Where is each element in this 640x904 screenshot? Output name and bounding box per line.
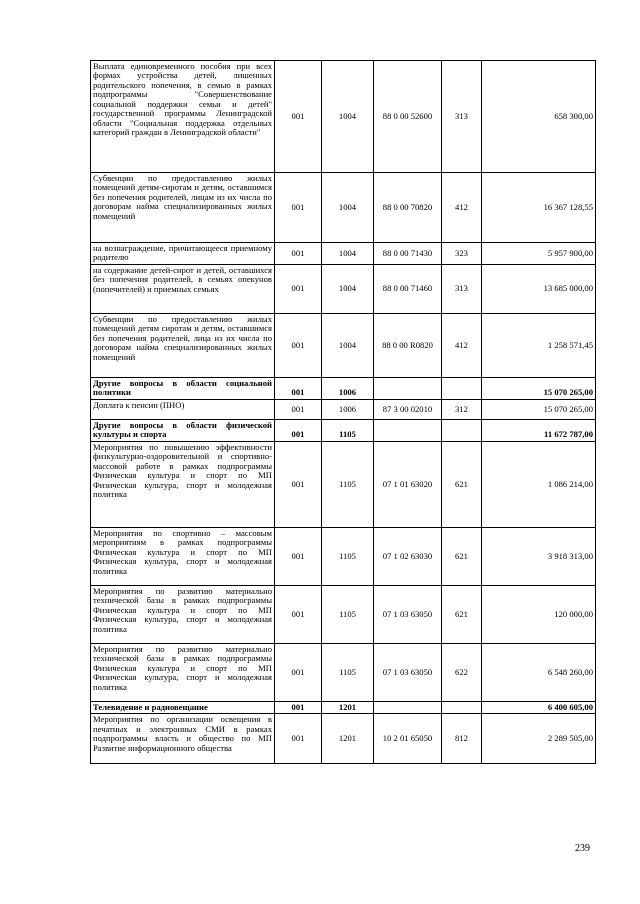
cell-grbs-code: 001 xyxy=(275,701,322,713)
section-total-row xyxy=(91,419,596,441)
cell-amount: 1 086 214,00 xyxy=(482,441,596,527)
cell-section-code: 1006 xyxy=(322,377,374,399)
cell-section-code: 1105 xyxy=(322,419,374,441)
cell-description: Субвенции по предоставлению жилых помещений детям сиротам и детям, оставшимся без попечения родителей, лица из их числа по договорам найма специализированных жилых помещений xyxy=(91,313,275,377)
cell-amount: 6 548 260,00 xyxy=(482,643,596,701)
cell-grbs-code: 001 xyxy=(275,527,322,585)
cell-amount: 1 258 571,45 xyxy=(482,313,596,377)
cell-grbs-code: 001 xyxy=(275,243,322,265)
cell-section-code: 1105 xyxy=(322,441,374,527)
cell-section-code: 1105 xyxy=(322,643,374,701)
cell-amount: 120 000,00 xyxy=(482,585,596,643)
table-body xyxy=(91,61,596,764)
section-total-row xyxy=(91,377,596,399)
cell-expense-type: 812 xyxy=(442,714,482,764)
cell-amount: 15 070 265,00 xyxy=(482,377,596,399)
cell-description: Мероприятия по спортивно – массовым мероприятиям в рамках подпрограммы Физическая культура и спорт по МП Физическая культура, спорт и молодежная политика xyxy=(91,527,275,585)
cell-grbs-code: 001 xyxy=(275,643,322,701)
cell-target-article: 87 3 00 02010 xyxy=(374,399,442,419)
cell-grbs-code: 001 xyxy=(275,714,322,764)
cell-target-article: 07 1 02 63030 xyxy=(374,527,442,585)
table-row xyxy=(91,441,596,527)
table-row xyxy=(91,243,596,265)
cell-target-article: 88 0 00 70820 xyxy=(374,173,442,243)
cell-grbs-code: 001 xyxy=(275,377,322,399)
cell-expense-type: 313 xyxy=(442,264,482,313)
cell-section-code: 1105 xyxy=(322,585,374,643)
cell-description: Телевидение и радиовещание xyxy=(91,701,275,713)
cell-target-article: 07 1 03 63050 xyxy=(374,585,442,643)
cell-description: Мероприятия по повышению эффективности физкультурно-оздоровительной и спортивно-массовой работе в рамках подпрограммы Физическая культура и спорт по МП Физическая культура, спорт и молодежная политика xyxy=(91,441,275,527)
cell-section-code: 1004 xyxy=(322,243,374,265)
cell-section-code: 1105 xyxy=(322,527,374,585)
cell-description: Мероприятия по организации освещения в печатных и электронных СМИ в рамках подпрограммы власть и общество по МП Развитие информационного общества xyxy=(91,714,275,764)
cell-amount: 658 300,00 xyxy=(482,61,596,173)
cell-description: Субвенции по предоставлению жилых помещений детям-сиротам и детям, оставшимся без попечения родителей, лицам из их числа по договорам найма специализированных жилых помещений xyxy=(91,173,275,243)
section-total-row xyxy=(91,701,596,713)
cell-amount: 15 070 265,00 xyxy=(482,399,596,419)
cell-description: Мероприятия по развитию материально технической базы в рамках подпрограммы Физическая культура и спорт по МП Физическая культура, спорт и молодежная политика xyxy=(91,585,275,643)
cell-grbs-code: 001 xyxy=(275,399,322,419)
cell-description: Другие вопросы в области физической культуры и спорта xyxy=(91,419,275,441)
cell-section-code: 1004 xyxy=(322,173,374,243)
cell-expense-type: 412 xyxy=(442,313,482,377)
cell-expense-type: 412 xyxy=(442,173,482,243)
table-row xyxy=(91,585,596,643)
cell-expense-type: 312 xyxy=(442,399,482,419)
page-number: 239 xyxy=(575,843,590,854)
cell-amount: 6 400 605,00 xyxy=(482,701,596,713)
cell-target-article xyxy=(374,701,442,713)
table-row xyxy=(91,173,596,243)
table-row xyxy=(91,643,596,701)
cell-grbs-code: 001 xyxy=(275,264,322,313)
cell-expense-type: 621 xyxy=(442,585,482,643)
table-row xyxy=(91,264,596,313)
cell-grbs-code: 001 xyxy=(275,585,322,643)
cell-expense-type: 621 xyxy=(442,527,482,585)
cell-grbs-code: 001 xyxy=(275,173,322,243)
table-row xyxy=(91,527,596,585)
cell-description: Другие вопросы в области социальной политики xyxy=(91,377,275,399)
cell-target-article: 88 0 00 71430 xyxy=(374,243,442,265)
cell-expense-type: 323 xyxy=(442,243,482,265)
cell-section-code: 1201 xyxy=(322,701,374,713)
cell-target-article: 10 2 01 65050 xyxy=(374,714,442,764)
cell-grbs-code: 001 xyxy=(275,61,322,173)
cell-description: Выплата единовременного пособия при всех формах устройства детей, лишенных родительского попечения, в семью в рамках подпрограммы "Совершенствование социальной поддержки семьи и детей" государственной программы Ленинградской области "Социальная поддержка отдельных категорий граждан в Ленинградской области" xyxy=(91,61,275,173)
cell-grbs-code: 001 xyxy=(275,313,322,377)
cell-description: Доплата к пенсии (ПНО) xyxy=(91,399,275,419)
cell-expense-type: 313 xyxy=(442,61,482,173)
cell-expense-type: 621 xyxy=(442,441,482,527)
cell-expense-type xyxy=(442,377,482,399)
cell-amount: 2 289 505,00 xyxy=(482,714,596,764)
cell-expense-type: 622 xyxy=(442,643,482,701)
cell-target-article: 88 0 00 71460 xyxy=(374,264,442,313)
cell-expense-type xyxy=(442,701,482,713)
cell-amount: 16 367 128,55 xyxy=(482,173,596,243)
table-row xyxy=(91,313,596,377)
cell-target-article: 07 1 03 63050 xyxy=(374,643,442,701)
cell-target-article: 88 0 00 52600 xyxy=(374,61,442,173)
cell-amount: 5 957 900,00 xyxy=(482,243,596,265)
cell-section-code: 1006 xyxy=(322,399,374,419)
cell-section-code: 1201 xyxy=(322,714,374,764)
cell-amount: 13 685 000,00 xyxy=(482,264,596,313)
cell-section-code: 1004 xyxy=(322,61,374,173)
cell-target-article xyxy=(374,419,442,441)
cell-section-code: 1004 xyxy=(322,313,374,377)
cell-grbs-code: 001 xyxy=(275,419,322,441)
cell-description: на содержание детей-сирот и детей, оставшихся без попечения родителей, в семьях опекунов (попечителей) и приемных семьях xyxy=(91,264,275,313)
table-row xyxy=(91,714,596,764)
cell-amount: 3 918 313,00 xyxy=(482,527,596,585)
cell-target-article: 88 0 00 R0820 xyxy=(374,313,442,377)
cell-description: Мероприятия по развитию материально технической базы в рамках подпрограммы Физическая культура и спорт по МП Физическая культура, спорт и молодежная политика xyxy=(91,643,275,701)
table-row xyxy=(91,61,596,173)
cell-grbs-code: 001 xyxy=(275,441,322,527)
cell-amount: 11 672 787,00 xyxy=(482,419,596,441)
cell-target-article: 07 1 01 63020 xyxy=(374,441,442,527)
cell-description: на вознаграждение, причитающееся приемному родителю xyxy=(91,243,275,265)
cell-target-article xyxy=(374,377,442,399)
table-row xyxy=(91,399,596,419)
cell-section-code: 1004 xyxy=(322,264,374,313)
budget-table xyxy=(90,60,596,764)
cell-expense-type xyxy=(442,419,482,441)
